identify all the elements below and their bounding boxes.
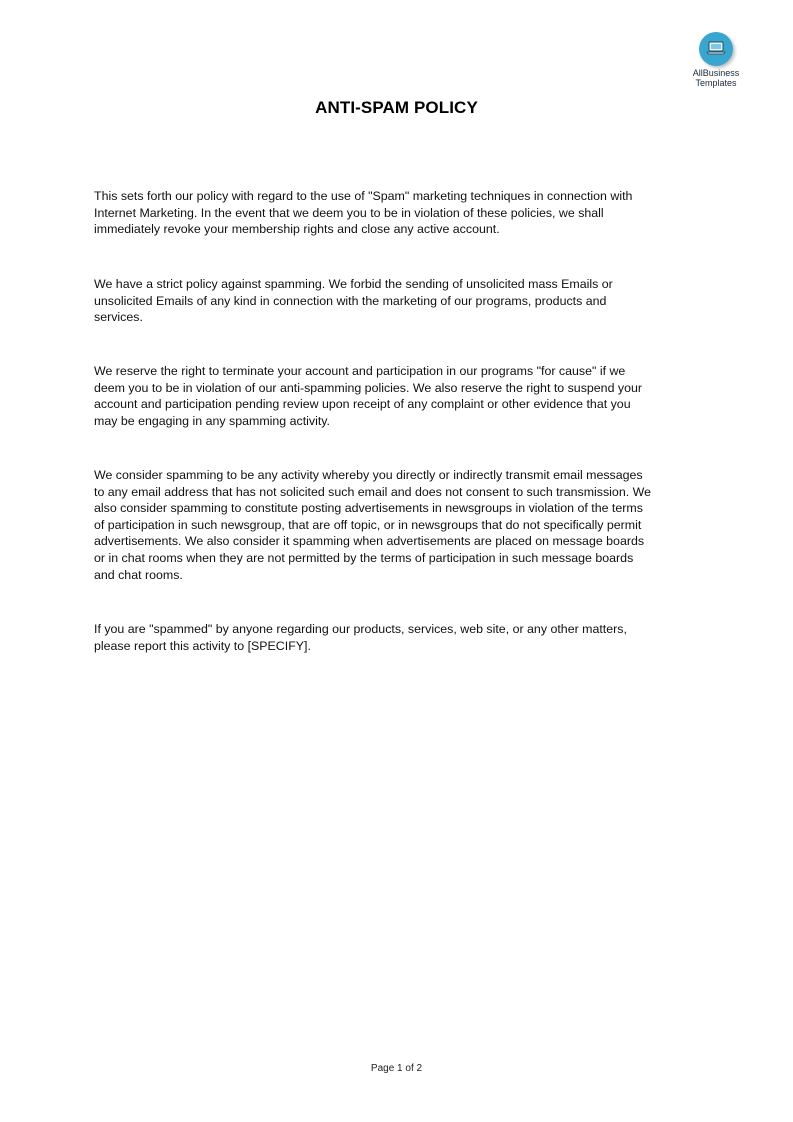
logo-text-line-1: AllBusiness	[692, 68, 740, 78]
page-number: Page 1 of 2	[370, 1063, 423, 1074]
paragraph-1	[94, 188, 699, 238]
paragraph-line: may be engaging in any spamming activity.	[94, 413, 331, 428]
paragraph-line: advertisements. We also consider it spamming when advertisements are placed on message boards	[94, 534, 645, 549]
paragraph-line: of participation in such newsgroup, that are off topic, or in newsgroups that do not specifically permit	[94, 517, 642, 532]
document-title: ANTI-SPAM POLICY	[315, 98, 478, 117]
logo-text-line-2: Templates	[695, 78, 737, 88]
paragraph-line: unsolicited Emails of any kind in connection with the marketing of our programs, products and	[94, 293, 607, 308]
paragraph-line: If you are "spammed" by anyone regarding our products, services, web site, or any other matters,	[94, 622, 627, 636]
paragraph-line: We consider spamming to be any activity whereby you directly or indirectly transmit email messages	[94, 468, 643, 482]
paragraph-line: also consider spamming to constitute posting advertisements in newsgroups in violation of the terms	[94, 501, 643, 516]
paragraph-line: We reserve the right to terminate your account and participation in our programs "for cause" if we	[94, 364, 626, 378]
paragraph-2	[94, 276, 699, 326]
paragraph-line: deem you to be in violation of our anti-spamming policies. We also reserve the right to suspend your	[94, 380, 643, 395]
paragraph-line: and chat rooms.	[94, 567, 183, 582]
paragraph-line: We have a strict policy against spamming. We forbid the sending of unsolicited mass Emails or	[94, 277, 613, 291]
company-logo	[684, 32, 748, 88]
paragraph-line: services.	[94, 310, 143, 325]
paragraph-line: Internet Marketing. In the event that we deem you to be in violation of these policies, we shall	[94, 205, 604, 220]
paragraph-line: immediately revoke your membership rights and close any active account.	[94, 222, 500, 237]
paragraph-line: This sets forth our policy with regard to the use of "Spam" marketing techniques in connection with	[94, 189, 633, 203]
paragraph-3	[94, 363, 699, 429]
logo-badge	[699, 32, 733, 66]
paragraph-line: account and participation pending review upon receipt of any complaint or other evidence that you	[94, 397, 631, 412]
paragraph-line: to any email address that has not solicited such email and does not consent to such transmission. We	[94, 484, 651, 499]
laptop-icon	[706, 40, 726, 56]
paragraph-line: please report this activity to [SPECIFY].	[94, 638, 311, 653]
paragraph-4	[94, 467, 699, 583]
paragraph-5	[94, 621, 699, 654]
paragraph-line: or in chat rooms when they are not permitted by the terms of participation in such message boards	[94, 550, 634, 565]
